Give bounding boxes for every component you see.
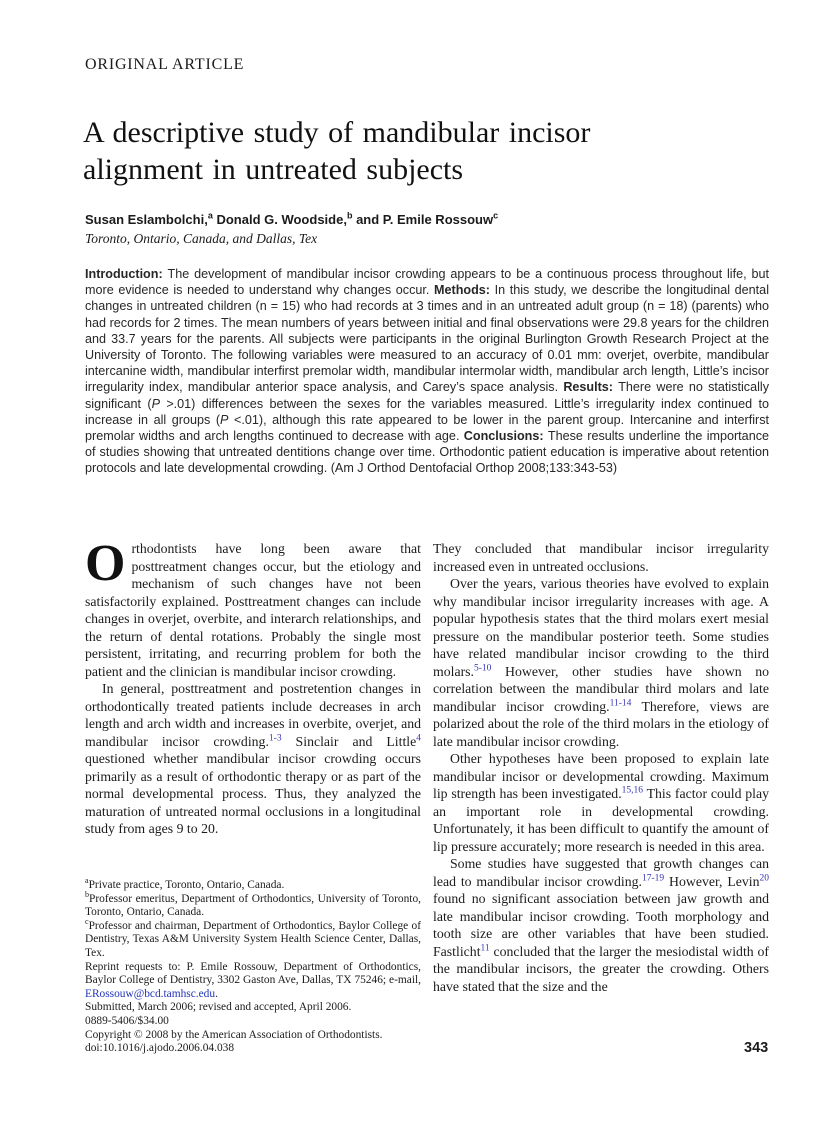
body-paragraph: Over the years, various theories have evolved to explain why mandibular incisor irregularity increases with age. A popular hypothesis states that the third molars exert mesial pressure on the mandibular posterior teeth. Some studies have related mandibular incisor crowding to the third molars.$^{5-10}$ However, other studies have shown no correlation between the mandibular third molars and late mandibular incisor crowding.$^{11-14}$ Therefore, views are polarized about the role of the third molars in the etiology of late mandibular incisor crowding. bbox=[433, 576, 769, 749]
affiliation-line: Toronto, Ontario, Canada, and Dallas, Tex bbox=[85, 231, 318, 246]
author-footnotes bbox=[85, 876, 421, 1056]
dropcap-letter: O bbox=[85, 535, 126, 592]
footnote-line: Copyright © 2008 by the American Association of Orthodontists. bbox=[85, 1028, 383, 1041]
article-type-label: ORIGINAL ARTICLE bbox=[85, 56, 245, 73]
footnote-line: 0889-5406/$34.00 bbox=[85, 1014, 169, 1027]
intro-paragraph-text: rthodontists have long been aware that posttreatment changes occur, but the etiology and mechanism of such changes have not been satisfactorily explained. Posttreatment changes can include changes in overjet, overbite, and interarch relationships, and the return of dental rotations. Probably the single most persistent, irritating, and recurring problem for both the patient and the clinician is mandibular incisor crowding. bbox=[85, 541, 421, 679]
citation-ref[interactable]: 17-19 bbox=[642, 872, 665, 883]
author-line: Susan Eslambolchi,$^a$ Donald G. Woodside,$^b$ and P. Emile Rossouw$^c$ bbox=[85, 210, 499, 227]
footnote-line: $^b$Professor emeritus, Department of Orthodontics, University of Toronto, Toronto, Ontario, Canada. bbox=[85, 889, 421, 919]
citation-ref[interactable]: 5-10 bbox=[474, 662, 492, 673]
footnote-line: Submitted, March 2006; revised and accepted, April 2006. bbox=[85, 1001, 352, 1014]
footnote-line: Reprint requests to: P. Emile Rossouw, Department of Orthodontics, Baylor College of Dentistry, 3302 Gaston Ave, Dallas, TX 75246; e-mail, ERossouw@bcd.tamhsc.edu. bbox=[85, 960, 421, 1000]
page-number: 343 bbox=[744, 1040, 769, 1056]
citation-ref[interactable]: 11 bbox=[480, 942, 490, 953]
footnote-line: $^a$Private practice, Toronto, Ontario, Canada. bbox=[85, 876, 285, 891]
abstract-paragraph: Introduction: The development of mandibular incisor crowding appears to be a continuous process throughout life, but more evidence is needed to understand why changes occur. Methods: In this study, we describe the longitudinal dental changes in untreated children (n = 15) who had records at 3 times and in an untreated adult group (n = 18) (parents) who had records for 2 times. The mean numbers of years between initial and final observations were 29.8 years for the children and 33.7 years for the parents. All subjects were participants in the original Burlington Growth Research Project at the University of Toronto. The following variables were measured to an accuracy of 0.01 mm: overjet, overbite, mandibular intercanine width, mandibular interfirst premolar width, mandibular intermolar width, mandibular arch length, Little’s incisor irregularity index, mandibular anterior space analysis, and Carey’s space analysis. Results: There were no statistically significant (P >.01) differences between the sexes for the variables measured. Little’s irregularity index continued to increase in all groups (P <.01), although this rate appeared to be lower in the parent group. Intercanine and interfirst premolar widths and arch lengths continued to decrease with age. Conclusions: These results underline the importance of studies showing that untreated dentitions change over time. Orthodontic patient education is imperative about retention protocols and late developmental crowding. (Am J Orthod Dentofacial Orthop 2008;133:343-53) bbox=[85, 267, 769, 476]
body-paragraph: Other hypotheses have been proposed to explain late mandibular incisor or developmental crowding. Maximum lip strength has been investigated.$^{15,16}$ This factor could play an important role in developmental crowding. Unfortunately, it has been difficult to quantify the amount of lip pressure accurately; more research is needed in this area. bbox=[433, 751, 769, 854]
email-link[interactable]: ERossouw@bcd.tamhsc.edu bbox=[85, 987, 216, 1000]
body-paragraph: They concluded that mandibular incisor irregularity increased even in untreated occlusions. bbox=[433, 541, 769, 574]
citation-ref[interactable]: 11-14 bbox=[609, 697, 632, 708]
citation-ref[interactable]: 4 bbox=[416, 732, 421, 743]
citation-ref[interactable]: 15,16 bbox=[621, 785, 644, 796]
footnote-line: $^c$Professor and chairman, Department of Orthodontics, Baylor College of Dentistry, Texas A&M University System Health Science Center, Dallas, Tex. bbox=[85, 916, 421, 959]
intro-paragraph bbox=[85, 535, 421, 680]
left-column bbox=[85, 535, 421, 838]
article-title: A descriptive study of mandibular incisor alignment in untreated subjects bbox=[83, 116, 591, 186]
citation-ref[interactable]: 20 bbox=[759, 872, 770, 883]
citation-ref[interactable]: 1-3 bbox=[268, 732, 282, 743]
footnote-line: doi:10.1016/j.ajodo.2006.04.038 bbox=[85, 1042, 235, 1055]
body-paragraph: In general, posttreatment and postretention changes in orthodontically treated patients include decreases in arch length and arch width and increases in overbite, overjet, and mandibular incisor crowding.$^{1-3}$ Sinclair and Little$^4$ questioned whether mandibular incisor crowding occurs primarily as a result of orthodontic therapy or as part of the normal developmental process. Thus, they analyzed the maturation of untreated normal occlusions in a longitudinal study from ages 9 to 20. bbox=[85, 681, 421, 836]
right-column bbox=[433, 540, 769, 995]
body-paragraph: Some studies have suggested that growth changes can lead to mandibular incisor crowding.$^{17-19}$ However, Levin$^{20}$ found no significant association between jaw growth and late mandibular incisor crowding. Tooth morphology and tooth size are other variables that have been studied. Fastlicht$^{11}$ concluded that the larger the mesiodistal width of the mandibular incisors, the greater the crowding. Others have stated that the size and the bbox=[433, 856, 770, 994]
